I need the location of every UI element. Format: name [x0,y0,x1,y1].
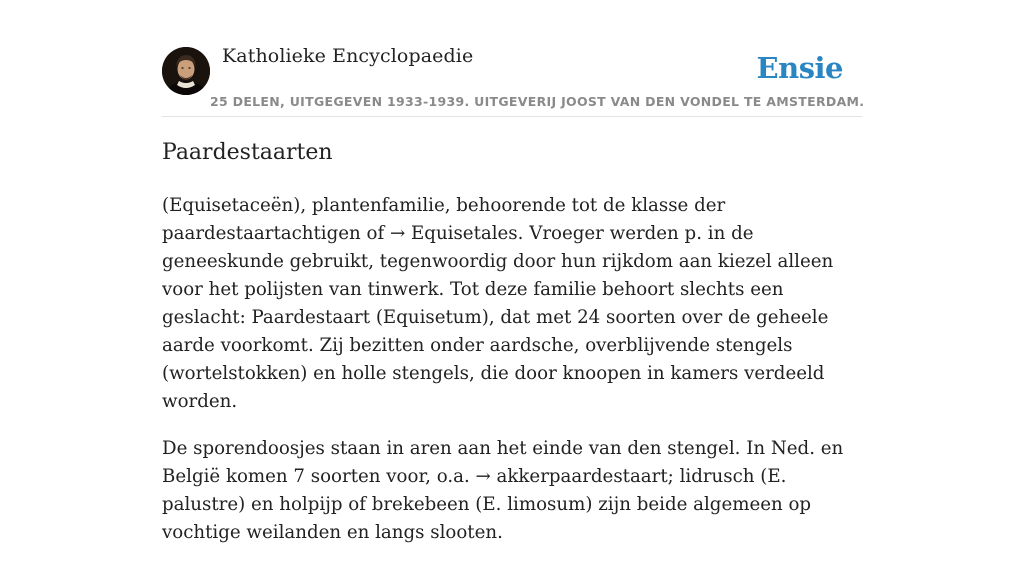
source-header [162,0,865,117]
avatar[interactable] [162,47,210,95]
paragraph-1-text-before: (Equisetaceën), plantenfamilie, behoorende tot de klasse der paardestaartachtigen of [162,195,726,244]
paragraph-1-text-after: . Vroeger werden p. in de geneeskunde gebruikt, tegenwoordig door hun rijkdom aan kiezel alleen voor het polijsten van tinwerk. Tot deze familie behoort slechts een geslacht: Paardestaart (Equisetum), dat met 24 soorten over de geheele aarde voorkomt. Zij bezitten onder aardsche, overblijvende stengels (wortelstokken) en holle stengels, die door knoopen in kamers verdeeld worden. [162,223,834,412]
page [162,0,865,543]
brand-logo[interactable]: Ensie [756,51,843,85]
paragraph-2-text-before: De sporendoosjes staan in aren aan het einde van den stengel. In Ned. en België komen 7 soorten voor, o.a. [162,438,844,487]
paragraph-1 [162,192,862,416]
xref-akkerpaardestaart-link[interactable]: → akkerpaardestaart [475,466,668,487]
entry-title: Paardestaarten [162,140,333,165]
paragraph-2-text-after: ; lidrusch (E. palustre) en holpijp of brekebeen (E. limosum) zijn beide algemeen op vochtige weilanden en langs slooten. [162,466,812,543]
xref-equisetales-link[interactable]: → Equisetales [390,223,518,244]
portrait-avatar-icon [162,47,210,95]
paragraph-2 [162,435,862,547]
entry-body [162,192,862,566]
source-title[interactable]: Katholieke Encyclopaedie [222,45,474,67]
source-meta: 25 DELEN, UITGEGEVEN 1933-1939. UITGEVERIJ JOOST VAN DEN VONDEL TE AMSTERDAM. [210,94,865,109]
